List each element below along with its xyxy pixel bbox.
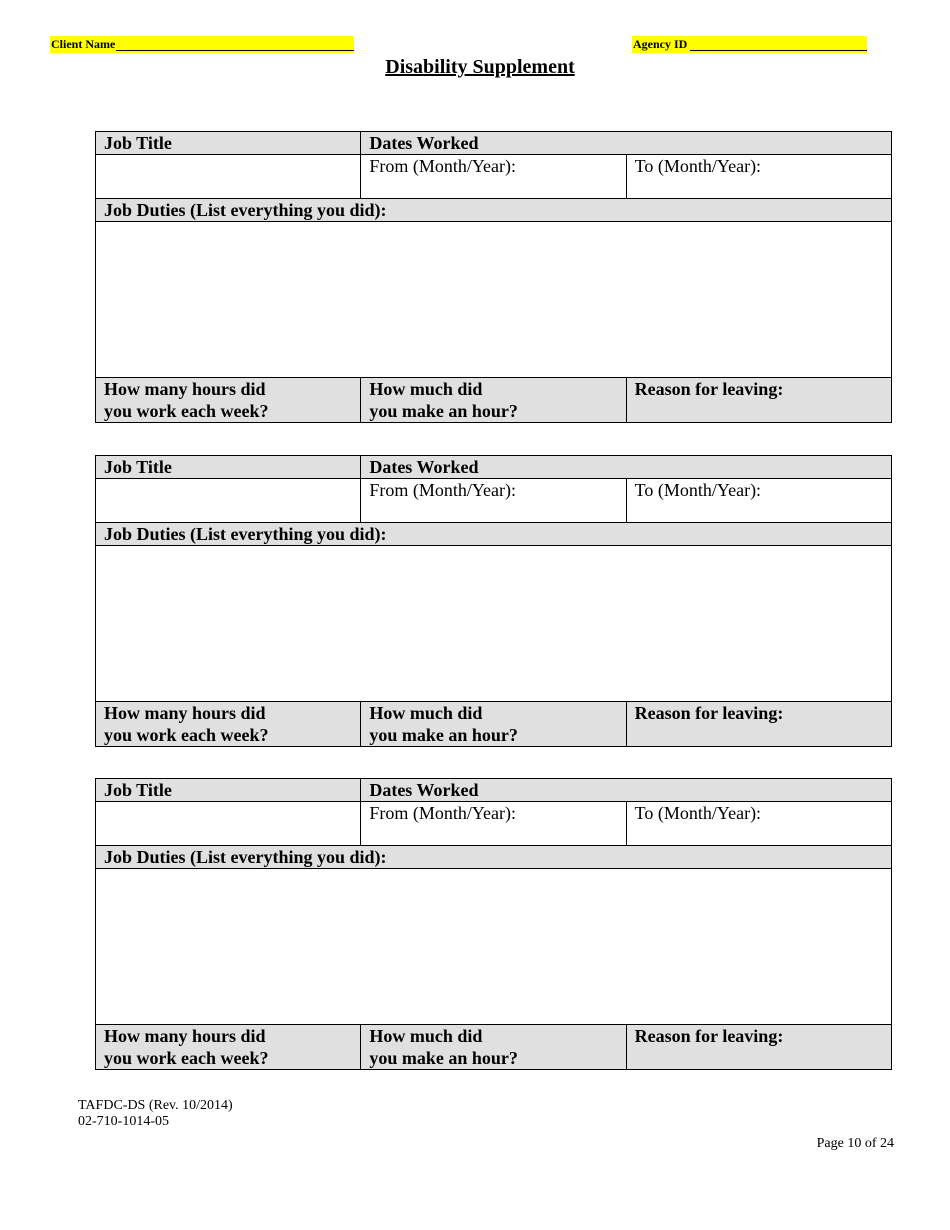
from-date-field[interactable]: From (Month/Year): bbox=[361, 802, 626, 846]
wage-label-line1: How much did bbox=[369, 1026, 483, 1046]
job-duties-input[interactable] bbox=[96, 222, 892, 378]
hours-label-line2: you work each week? bbox=[104, 725, 269, 745]
client-name-label: Client Name bbox=[51, 37, 116, 51]
job-duties-input[interactable] bbox=[96, 546, 892, 702]
hourly-wage-field[interactable] bbox=[361, 378, 626, 423]
hours-per-week-field[interactable] bbox=[96, 378, 361, 423]
wage-label-line2: you make an hour? bbox=[369, 725, 518, 745]
job-table-3 bbox=[95, 778, 892, 1070]
job-title-input[interactable] bbox=[96, 155, 361, 199]
agency-id-label: Agency ID bbox=[633, 37, 688, 51]
to-date-field[interactable]: To (Month/Year): bbox=[626, 479, 891, 523]
hours-per-week-field[interactable] bbox=[96, 1025, 361, 1070]
hours-per-week-field[interactable] bbox=[96, 702, 361, 747]
dates-worked-label: Dates Worked bbox=[361, 456, 892, 479]
hours-label-line1: How many hours did bbox=[104, 1026, 266, 1046]
to-date-field[interactable]: To (Month/Year): bbox=[626, 802, 891, 846]
hourly-wage-field[interactable] bbox=[361, 702, 626, 747]
job-duties-label: Job Duties (List everything you did): bbox=[96, 846, 892, 869]
job-title-label: Job Title bbox=[96, 456, 361, 479]
wage-label-line2: you make an hour? bbox=[369, 1048, 518, 1068]
job-title-input[interactable] bbox=[96, 802, 361, 846]
hours-label-line2: you work each week? bbox=[104, 1048, 269, 1068]
client-name-line[interactable] bbox=[116, 50, 354, 51]
hours-label-line1: How many hours did bbox=[104, 379, 266, 399]
reason-for-leaving-field[interactable]: Reason for leaving: bbox=[626, 1025, 891, 1070]
form-id: TAFDC-DS (Rev. 10/2014) bbox=[78, 1098, 233, 1113]
from-date-field[interactable]: From (Month/Year): bbox=[361, 479, 626, 523]
job-table-2 bbox=[95, 455, 892, 747]
form-id-block bbox=[78, 1098, 233, 1130]
job-title-label: Job Title bbox=[96, 779, 361, 802]
reason-for-leaving-field[interactable]: Reason for leaving: bbox=[626, 378, 891, 423]
agency-id-line[interactable] bbox=[690, 50, 867, 51]
page-title: Disability Supplement bbox=[385, 56, 575, 78]
hours-label-line1: How many hours did bbox=[104, 703, 266, 723]
client-name-field[interactable] bbox=[50, 36, 354, 53]
hours-label-line2: you work each week? bbox=[104, 401, 269, 421]
job-duties-label: Job Duties (List everything you did): bbox=[96, 523, 892, 546]
agency-id-field[interactable] bbox=[632, 36, 867, 53]
from-date-field[interactable]: From (Month/Year): bbox=[361, 155, 626, 199]
to-date-field[interactable]: To (Month/Year): bbox=[626, 155, 891, 199]
job-title-label: Job Title bbox=[96, 132, 361, 155]
wage-label-line2: you make an hour? bbox=[369, 401, 518, 421]
reason-for-leaving-field[interactable]: Reason for leaving: bbox=[626, 702, 891, 747]
wage-label-line1: How much did bbox=[369, 703, 483, 723]
dates-worked-label: Dates Worked bbox=[361, 779, 892, 802]
form-number: 02-710-1014-05 bbox=[78, 1114, 169, 1129]
page-number: Page 10 of 24 bbox=[816, 1136, 894, 1151]
job-table-1 bbox=[95, 131, 892, 423]
job-duties-input[interactable] bbox=[96, 869, 892, 1025]
job-duties-label: Job Duties (List everything you did): bbox=[96, 199, 892, 222]
hourly-wage-field[interactable] bbox=[361, 1025, 626, 1070]
job-title-input[interactable] bbox=[96, 479, 361, 523]
dates-worked-label: Dates Worked bbox=[361, 132, 892, 155]
wage-label-line1: How much did bbox=[369, 379, 483, 399]
